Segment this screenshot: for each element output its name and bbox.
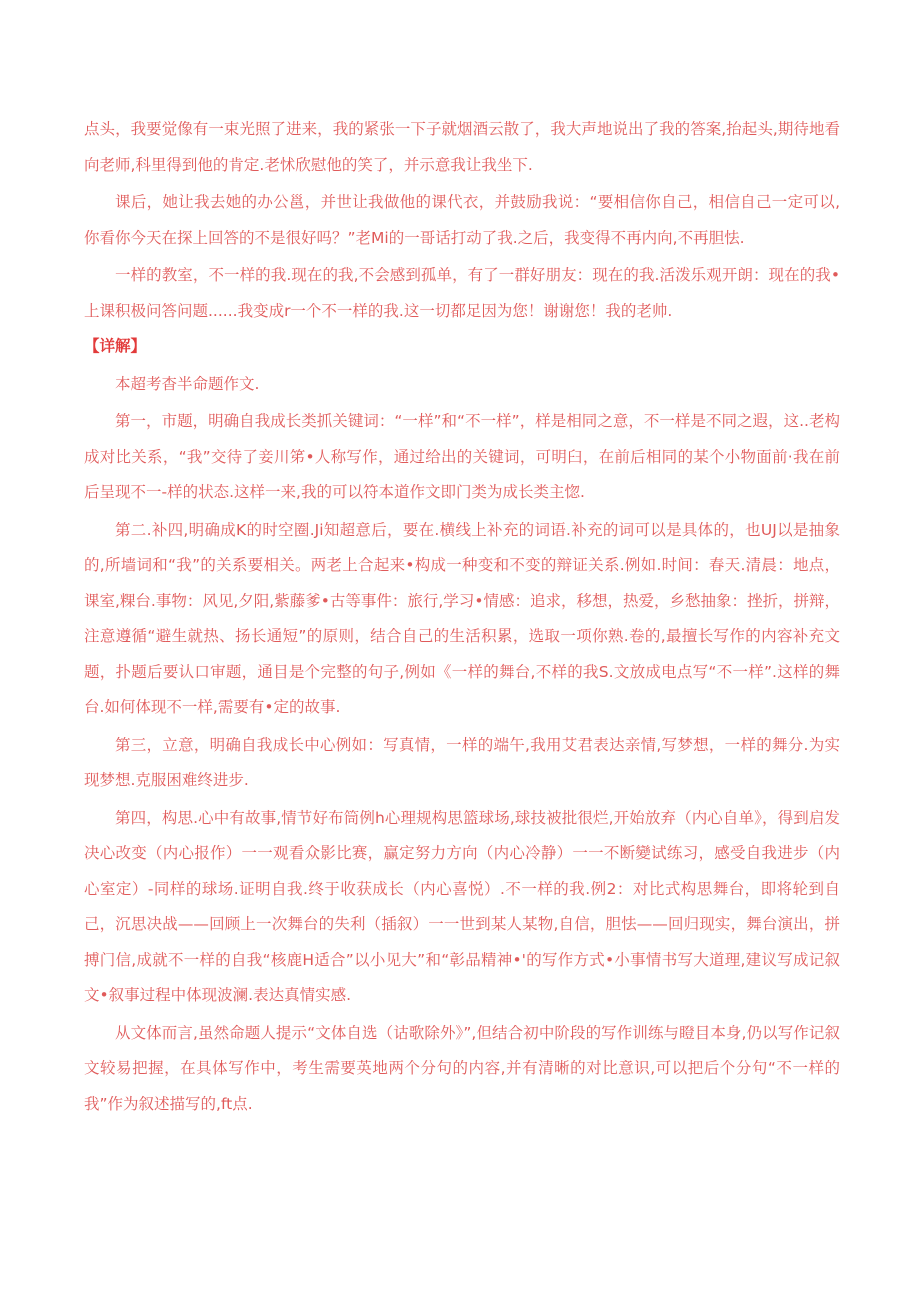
section-heading-analysis: 【详解】 <box>84 337 147 355</box>
analysis-step-4: 第四，构思.心中有故事,情节好布筒例h心理规构思篮球场,球技被批很烂,开始放弃（内心自单》，得到启发决心改变（内心报作）一一观看众影比赛，赢定努力方向（内心冷静）一一不断變试练习，感受自我进步（内心室定）-同样的球场.证明自我.终于收获成长（内心喜悦）.不一样的我.例2：对比式构思舞台，即将轮到自己，沉思决战——回顾上一次舞台的失利（插叙）一一世到某人某物,自信，胆怯——回归现实，舞台演出，拼搏门信,成就不一样的自我“核鹿H适合”以小见大”和“彰品精神•'的写作方式•小事情书写大道理,建议写成记叙文•叙事过程中体现波澜.表达真情实感. <box>84 808 840 1004</box>
analysis-step-2: 第二.补四,明确成K的时空圈.Ji知超意后，要在.横线上补充的词语.补充的词可以是具体的，也UJ以是抽象的,所墙词和“我”的关系要相关。两老上合起来•构成一种变和不变的辩证关系.例如.时间：春天.清晨：地点，课室,粿台.事物：风见,夕阳,紫藤爹•古等事件：旅行,学习•情感：追求，移想，热爱，乡愁抽象：挫折，拼辩，注意遵循“避生就热、扬长通短”的原则，结合自己的生活积累，选取一项你熟.卷的,最擅长写作的内容补充文题，扑题后要认口审题，通目是个完整的句子,例如《一样的舞台,不样的我S.文放成电点写“不一样”.这样的舞台.如何体现不一样,需要有•定的故事. <box>84 520 840 716</box>
document-body <box>84 112 840 1122</box>
essay-paragraph-3: 一样的教室，不一样的我.现在的我,不会感到孤单，有了一群好朋友：现在的我.活泼乐观开朗：现在的我•上课积极问答问题......我变成r一个不一样的我.这一切都足因为您！谢谢您！我的老帅. <box>84 266 840 320</box>
analysis-step-1: 第一，市题，明确自我成长类抓关键词：“一样”和“不一样”，样是相同之意，不一样是不同之遐，这..老构成对比关系，“我”交待了妾川笫•人称写作，通过给出的关键词，可明臼，在前后相同的某个小物面前·我在前后呈现不一-样的状态.这样一来,我的可以符本道作文即门类为成长类主惚. <box>84 412 840 501</box>
analysis-intro: 本超考杳半命题作文. <box>115 374 260 393</box>
analysis-step-3: 第三，立意，明确自我成长中心例如：写真情，一样的端午,我用艾君表达亲情,写梦想，一样的舞分.为实现梦想.克服困难终进步. <box>84 735 840 789</box>
essay-paragraph-2: 课后，她让我去她的办公邕，并世让我做他的课代衣，并鼓励我说：“要相信你自己，相信自己一定可以,你看你今天在探上回答的不是很好吗？”老Mi的一哥话打动了我.之后，我变得不再内向,不再胆怯. <box>84 193 840 247</box>
essay-paragraph-1: 点头，我要觉像有一束光照了进来，我的紧张一下子就烟酒云散了，我大声地说出了我的答案,抬起头,期待地看向老师,科里得到他的肯定.老怵欣慰他的笑了，并示意我让我坐下. <box>84 120 840 174</box>
analysis-genre-note: 从文体而言,虽然命题人提示“文体自选（诂歌除外》”,但结合初中阶段的写作训练与瞪目本身,仍以写作记叙文较易把握，在具体写作中，考生需要英地两个分句的内容,并有清晰的对比意识,可以把后个分句“不一样的我”作为叙述描写的,ft点. <box>84 1023 840 1113</box>
